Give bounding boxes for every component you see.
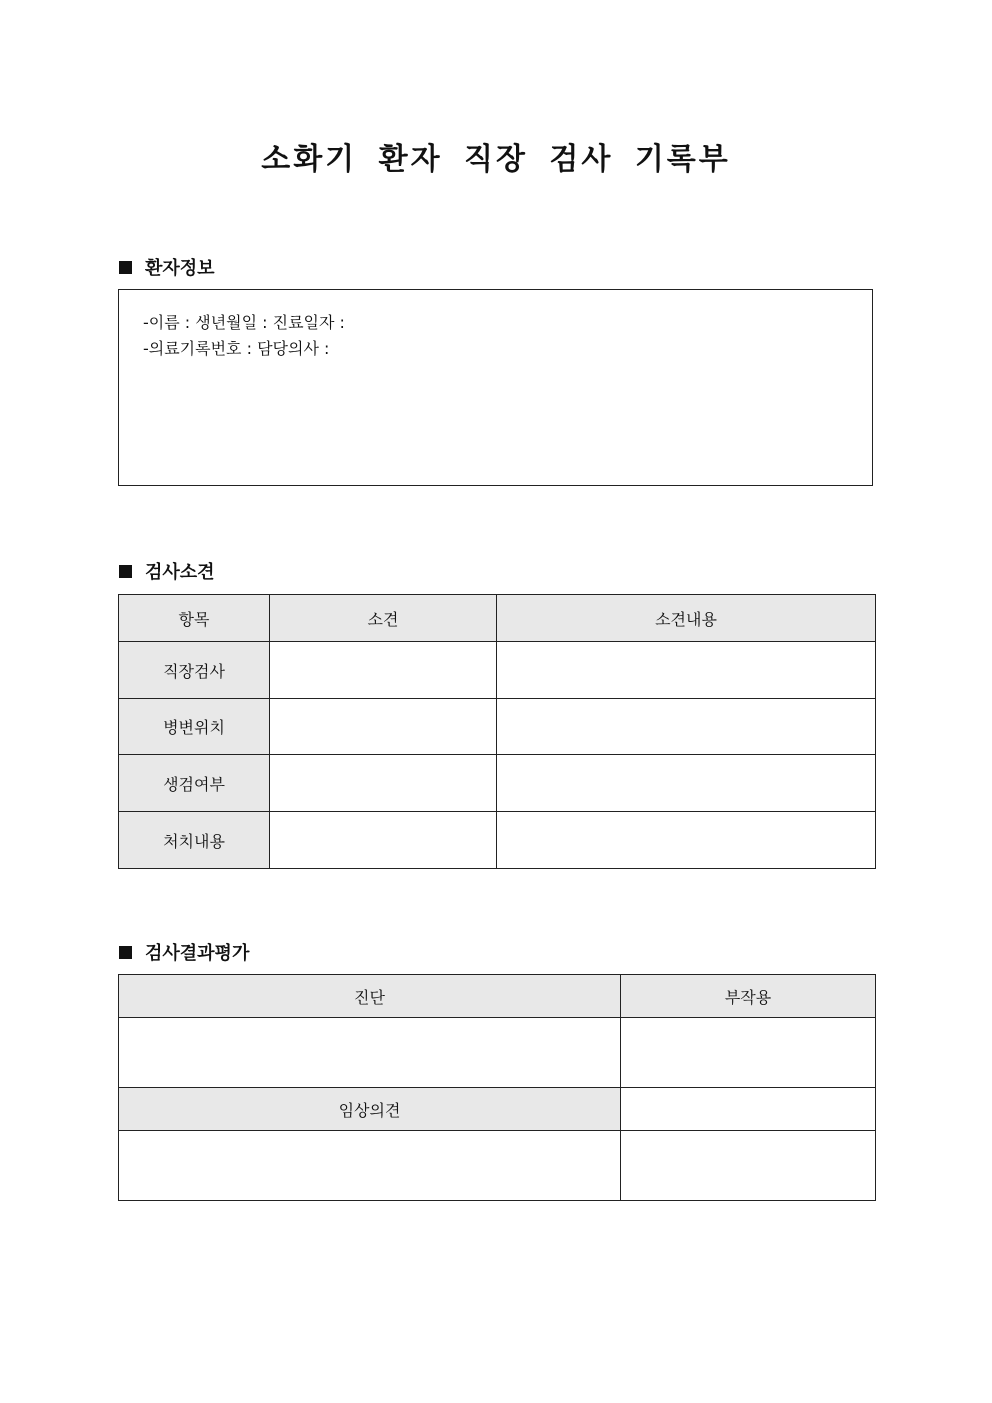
square-bullet-icon	[119, 946, 132, 959]
row-label: 생검여부	[119, 755, 270, 812]
column-header-finding: 소견	[270, 595, 497, 642]
section-heading-evaluation	[119, 939, 249, 965]
finding-cell[interactable]	[270, 642, 497, 699]
patient-info-line-2: -의료기록번호 : 담당의사 :	[143, 339, 330, 358]
table-header-row	[119, 975, 876, 1018]
clinical-opinion-header: 임상의견	[119, 1088, 621, 1131]
table-header-row	[119, 595, 876, 642]
table-row	[119, 1018, 876, 1088]
side-effects-cell[interactable]	[621, 1131, 876, 1201]
finding-details-cell[interactable]	[497, 699, 876, 755]
table-row	[119, 755, 876, 812]
clinical-opinion-cell[interactable]	[119, 1131, 621, 1201]
column-header-finding-details: 소견내용	[497, 595, 876, 642]
square-bullet-icon	[119, 565, 132, 578]
section-heading-patient-info	[119, 254, 215, 280]
finding-cell[interactable]	[270, 755, 497, 812]
table-row	[119, 812, 876, 869]
finding-cell[interactable]	[270, 812, 497, 869]
row-label: 처치내용	[119, 812, 270, 869]
row-label: 병변위치	[119, 699, 270, 755]
evaluation-table	[118, 974, 876, 1201]
finding-details-cell[interactable]	[497, 755, 876, 812]
finding-details-cell[interactable]	[497, 642, 876, 699]
section-heading-findings	[119, 558, 215, 584]
table-row	[119, 642, 876, 699]
diagnosis-header: 진단	[119, 975, 621, 1018]
side-effects-cell[interactable]	[621, 1088, 876, 1131]
section-heading-label: 검사결과평가	[145, 943, 250, 964]
finding-cell[interactable]	[270, 699, 497, 755]
section-heading-label: 환자정보	[145, 258, 215, 279]
finding-details-cell[interactable]	[497, 812, 876, 869]
findings-table	[118, 594, 876, 869]
column-header-item: 항목	[119, 595, 270, 642]
table-row	[119, 699, 876, 755]
diagnosis-cell[interactable]	[119, 1018, 621, 1088]
page-title: 소화기 환자 직장 검사 기록부	[261, 142, 731, 177]
side-effects-cell[interactable]	[621, 1018, 876, 1088]
side-effects-header: 부작용	[621, 975, 876, 1018]
row-label: 직장검사	[119, 642, 270, 699]
patient-info-line-1: -이름 : 생년월일 : 진료일자 :	[143, 313, 345, 332]
square-bullet-icon	[119, 261, 132, 274]
patient-info-box	[118, 289, 873, 486]
section-heading-label: 검사소견	[145, 562, 215, 583]
table-row	[119, 1088, 876, 1131]
table-row	[119, 1131, 876, 1201]
